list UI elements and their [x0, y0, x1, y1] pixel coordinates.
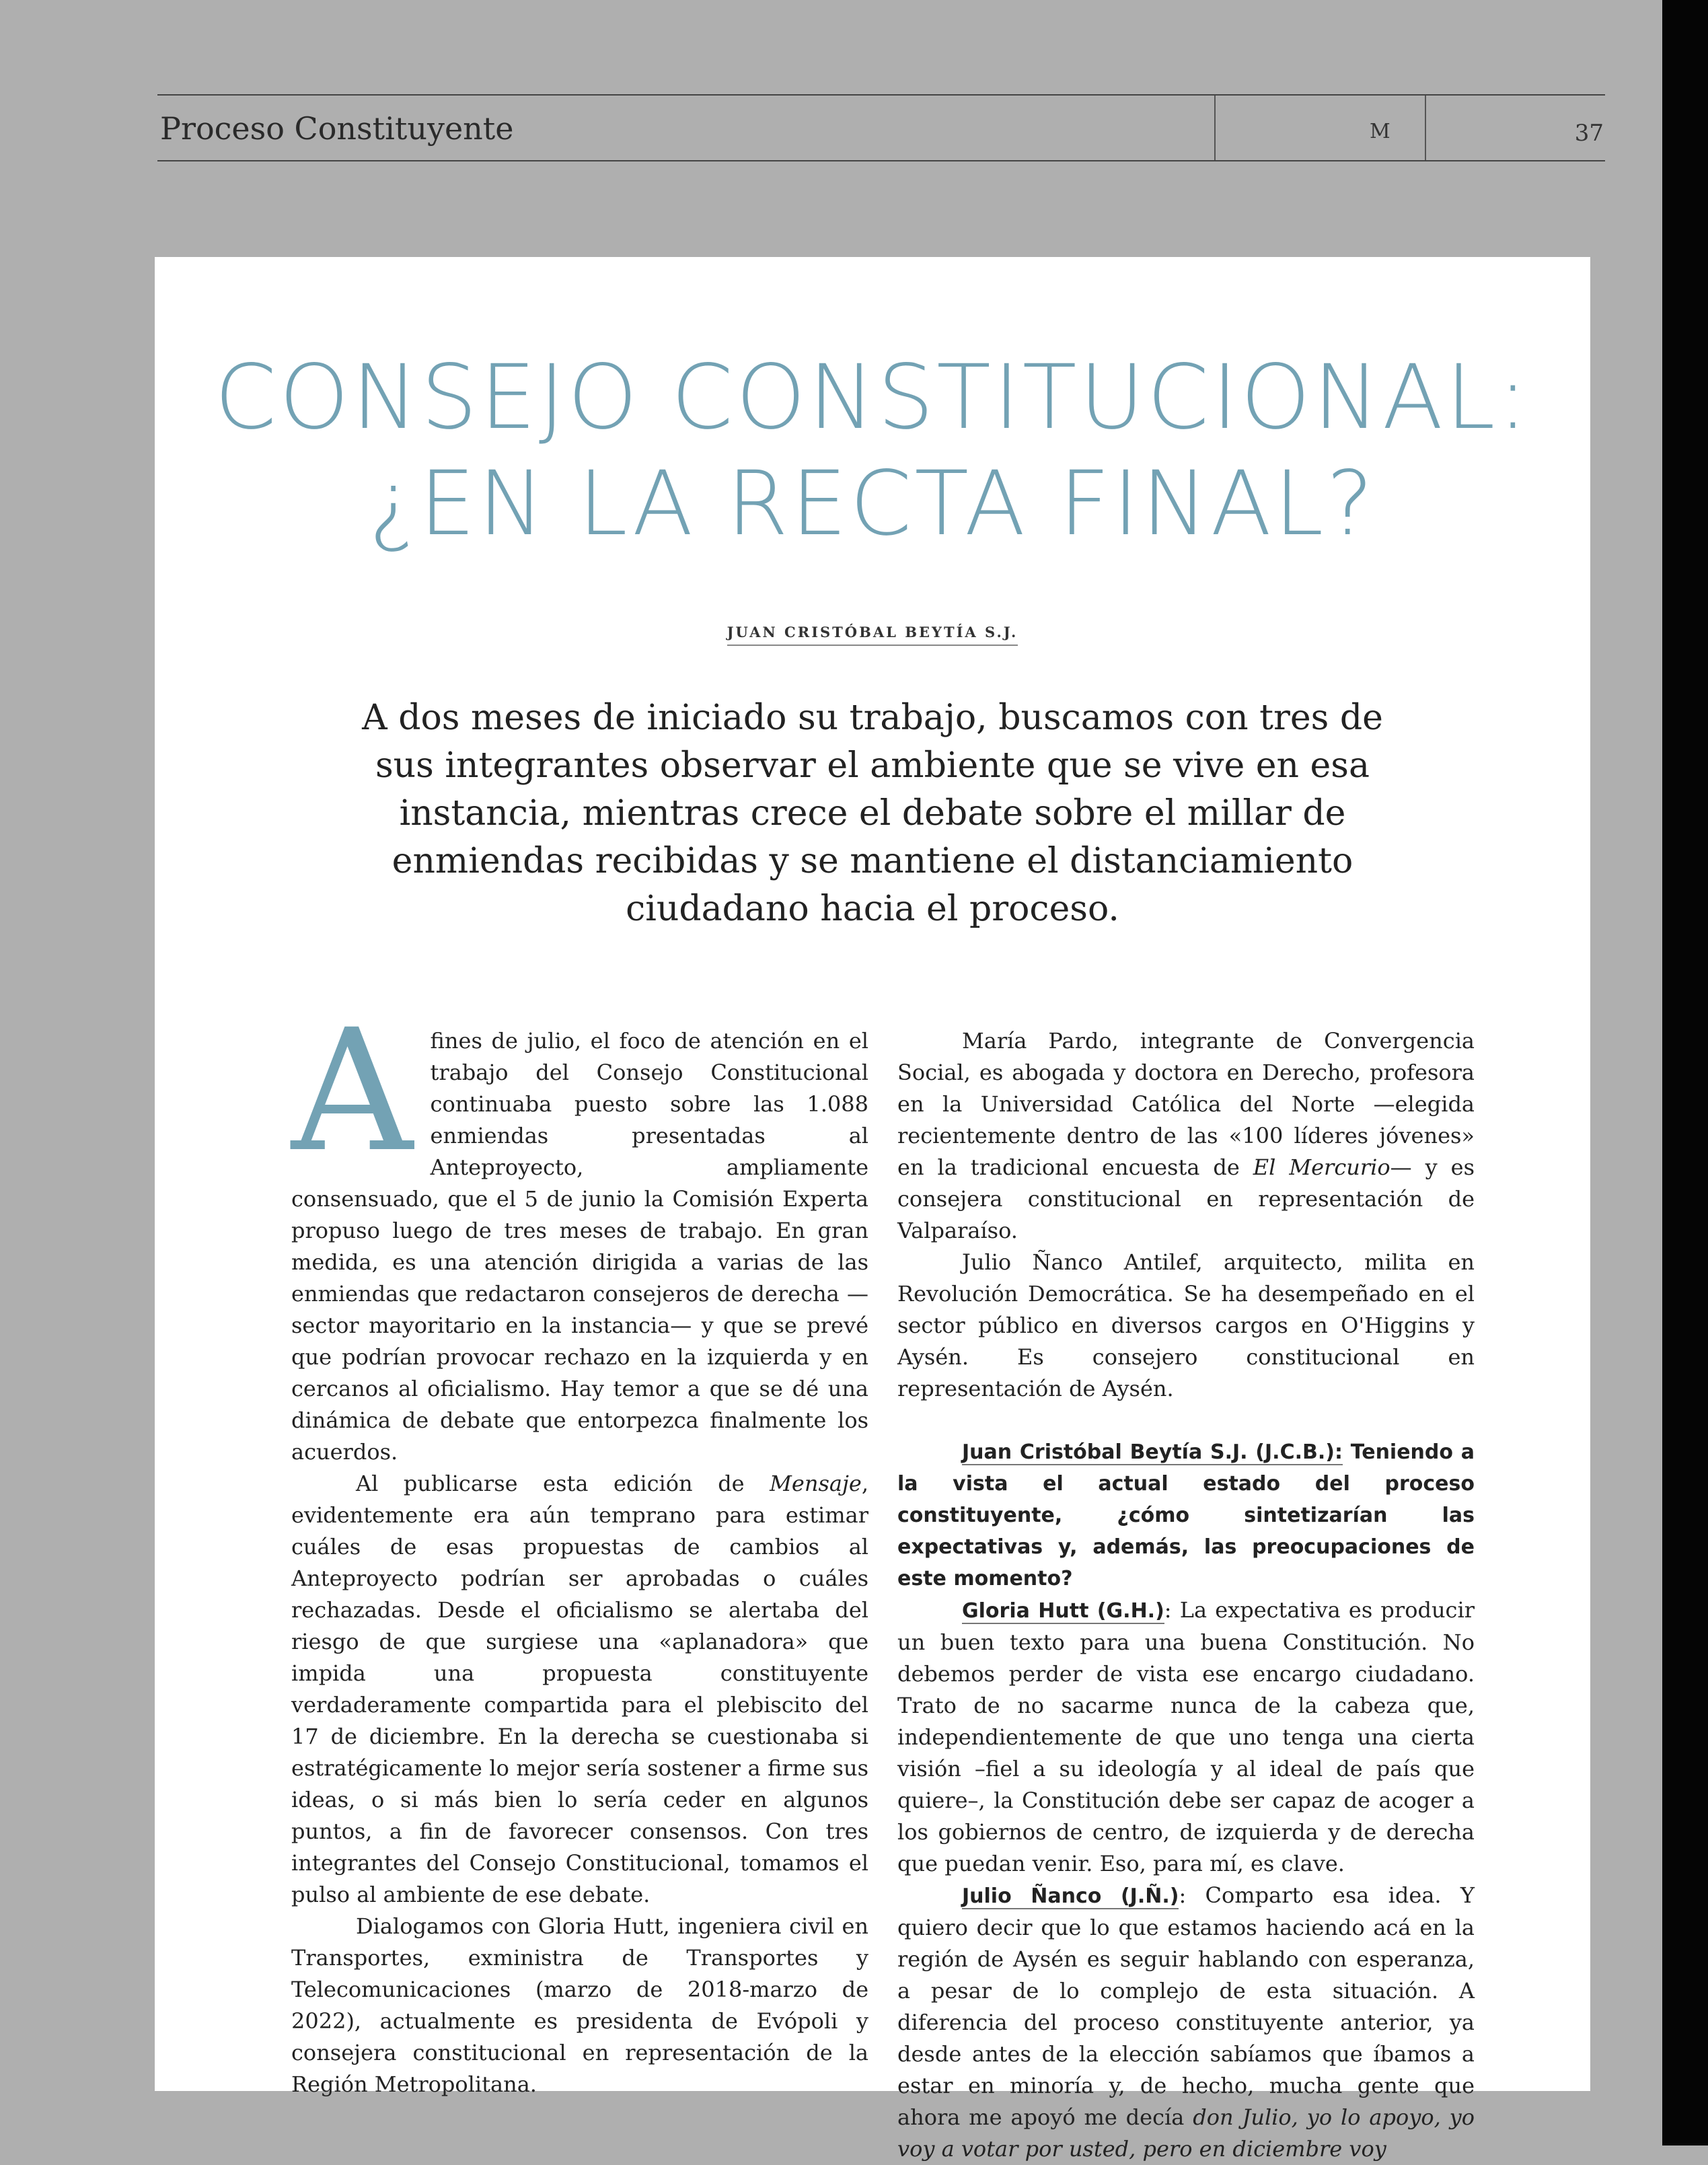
speaker-label: Gloria Hutt (G.H.) — [962, 1599, 1164, 1623]
interview-answer: Julio Ñanco (J.Ñ.): Comparto esa idea. Y quiero decir que lo que estamos haciendo acá en la región de Aysén es seguir hablando con esperanza, a pesar de lo complejo de esta situación. A diferencia del proceso constituyente anterior, ya desde antes de la elección sabíamos que íbamos a estar en minoría y, de hecho, mucha gente que ahora me apoyó me decía don Julio, yo lo apoyo, yo voy a votar por usted, pero en diciembre voy — [897, 1882, 1475, 2162]
lede: A dos meses de iniciado su trabajo, buscamos con tres de sus integrantes observar el ambiente que se vive en esa instancia, mientras crece el debate sobre el millar de enmiendas recibidas y se mantiene el distanciamiento ciudadano hacia el proceso. — [362, 698, 1383, 929]
drop-cap: A — [291, 993, 413, 1189]
header-divider — [1214, 96, 1216, 160]
left-column — [291, 993, 868, 2100]
magazine-mark: M — [1370, 120, 1390, 143]
paragraph: Dialogamos con Gloria Hutt, ingeniera civil en Transportes, exministra de Transportes y Telecomunicaciones (marzo de 2018-marzo de 2022), actualmente es presidenta de Evópoli y consejera constitucional en representación de la Región Metropolitana. — [291, 1913, 868, 2097]
article-title — [155, 344, 1590, 557]
page-number: 37 — [1574, 120, 1604, 147]
screen-edge — [1662, 0, 1708, 2145]
paragraph: María Pardo, integrante de Convergencia Social, es abogada y doctora en Derecho, profesora en la Universidad Católica del Norte —elegida recientemente dentro de las «100 líderes jóvenes» en la tradicional encuesta de El Mercurio— y es consejera constitucional en representación de Valparaíso. — [897, 1028, 1475, 1243]
section-title: Proceso Constituyente — [160, 110, 514, 147]
paragraph: Julio Ñanco Antilef, arquitecto, milita en Revolución Democrática. Se ha desempeñado en el sector público en diversos cargos en O'Higgins y Aysén. Es consejero constitucional en representación de Aysén. — [897, 1249, 1475, 1401]
speaker-label: Julio Ñanco (J.Ñ.) — [962, 1884, 1179, 1908]
interview-question: Juan Cristóbal Beytía S.J. (J.C.B.): Teniendo a la vista el actual estado del proceso constituyente, ¿cómo sintetizarían las expectativas y, además, las preocupaciones de este momento? — [897, 1440, 1475, 1590]
paragraph: Afines de julio, el foco de atención en el trabajo del Consejo Constitucional continuaba puesto sobre las 1.088 enmiendas presentadas al Anteproyecto, ampliamente consensuado, que el 5 de junio la Comisión Experta propuso luego de tres meses de trabajo. En gran medida, es una atención dirigida a varias de las enmiendas que redactaron consejeros de derecha —sector mayoritario en la instancia— y que se prevé que podrían provocar rechazo en la izquierda y en cercanos al oficialismo. Hay temor a que se dé una dinámica de debate que entorpezca finalmente los acuerdos. — [291, 993, 868, 1465]
header-divider — [1425, 96, 1426, 160]
byline — [155, 624, 1590, 640]
speaker-label: Juan Cristóbal Beytía S.J. (J.C.B.): — [962, 1440, 1343, 1464]
title-line-2: ¿EN LA RECTA FINAL? — [369, 452, 1376, 556]
right-column — [897, 1025, 1475, 2165]
interview-answer: Gloria Hutt (G.H.): La expectativa es producir un buen texto para una buena Constitución. No debemos perder de vista ese encargo ciudadano. Trato de no sacarme nunca de la cabeza que, independientemente de que uno tenga una cierta visión –fiel a su ideología y al ideal de país que quiere–, la Constitución debe ser capaz de acoger a los gobiernos de centro, de izquierda y de derecha que puedan venir. Eso, para mí, es clave. — [897, 1597, 1475, 1876]
article-page — [155, 257, 1590, 2162]
paragraph: Al publicarse esta edición de Mensaje, evidentemente era aún temprano para estimar cuáles de esas propuestas de cambios al Anteproyecto podrían ser aprobadas o cuáles rechazadas. Desde el oficialismo se alertaba del riesgo de que surgiese una «aplanadora» que impida una propuesta constituyente verdaderamente compartida para el plebiscito del 17 de diciembre. En la derecha se cuestionaba si estratégicamente lo mejor sería sostener a firme sus ideas, o si más bien lo sería ceder en algunos puntos, a fin de favorecer consensos. Con tres integrantes del Consejo Constitucional, tomamos el pulso al ambiente de ese debate. — [291, 1471, 868, 1907]
title-line-1: CONSEJO CONSTITUCIONAL: — [214, 346, 1531, 449]
running-header — [157, 94, 1605, 161]
author-name: JUAN CRISTÓBAL BEYTÍA S.J. — [727, 624, 1018, 646]
